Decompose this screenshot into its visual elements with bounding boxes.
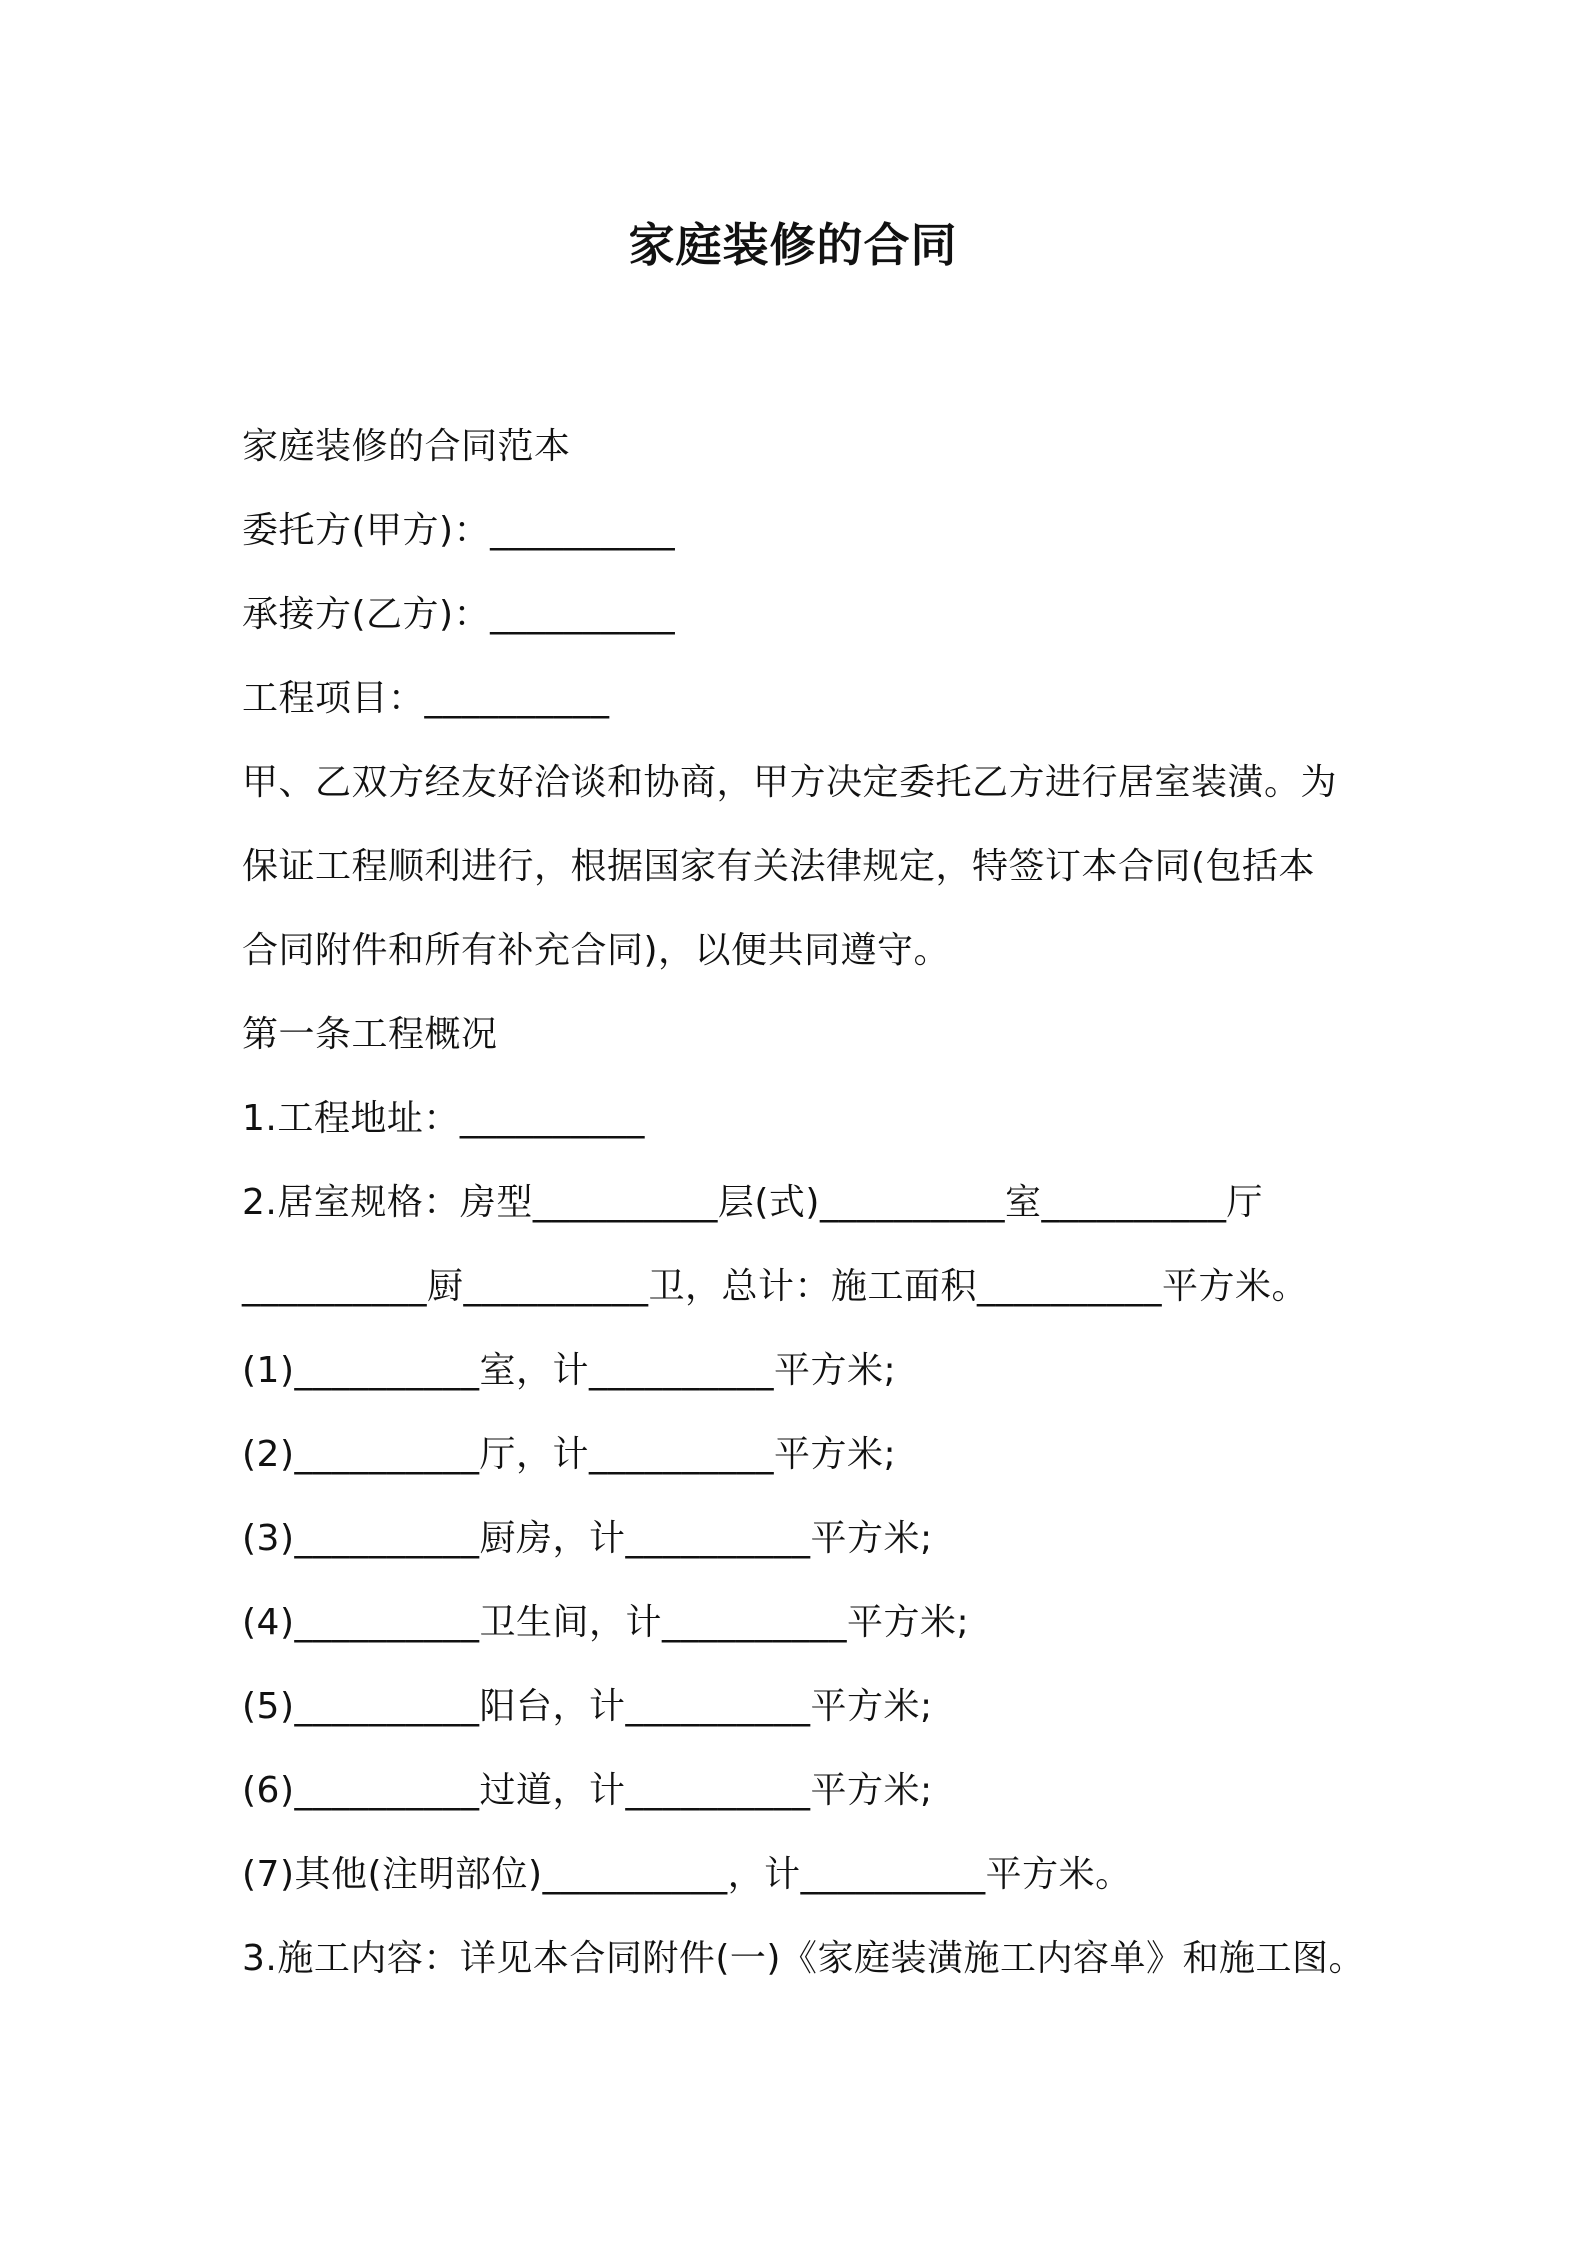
room-item: (5)__________阳台，计__________平方米; xyxy=(242,1686,933,1727)
party-a-line: 委托方(甲方)：__________ xyxy=(242,510,676,551)
party-b-line: 承接方(乙方)：__________ xyxy=(242,594,676,635)
intro-paragraph-line: 保证工程顺利进行，根据国家有关法律规定，特签订本合同(包括本 xyxy=(242,846,1316,887)
room-item: (2)__________厅，计__________平方米; xyxy=(242,1434,897,1475)
document-title: 家庭装修的合同 xyxy=(628,218,958,272)
project-line: 工程项目：__________ xyxy=(242,678,610,719)
room-item: (3)__________厨房，计__________平方米; xyxy=(242,1518,933,1559)
subtitle-line: 家庭装修的合同范本 xyxy=(242,426,571,467)
intro-paragraph-line: 甲、乙双方经友好洽谈和协商，甲方决定委托乙方进行居室装潢。为 xyxy=(242,762,1338,803)
clause-item: 2.居室规格：房型__________层(式)__________室__________厅 xyxy=(242,1182,1263,1223)
room-item: (1)__________室，计__________平方米; xyxy=(242,1350,897,1391)
clause-item: 3.施工内容：详见本合同附件(一)《家庭装潢施工内容单》和施工图。 xyxy=(242,1938,1365,1979)
clause-item: __________厨__________卫，总计：施工面积__________平方米。 xyxy=(242,1266,1309,1307)
intro-paragraph-line: 合同附件和所有补充合同)，以便共同遵守。 xyxy=(242,930,951,971)
clause-item: 1.工程地址：__________ xyxy=(242,1098,645,1139)
document-body xyxy=(242,405,1372,2001)
room-item: (4)__________卫生间，计__________平方米; xyxy=(242,1602,970,1643)
room-item: (6)__________过道，计__________平方米; xyxy=(242,1770,933,1811)
room-item: (7)其他(注明部位)__________，计__________平方米。 xyxy=(242,1854,1132,1895)
section-heading: 第一条工程概况 xyxy=(242,1014,498,1055)
